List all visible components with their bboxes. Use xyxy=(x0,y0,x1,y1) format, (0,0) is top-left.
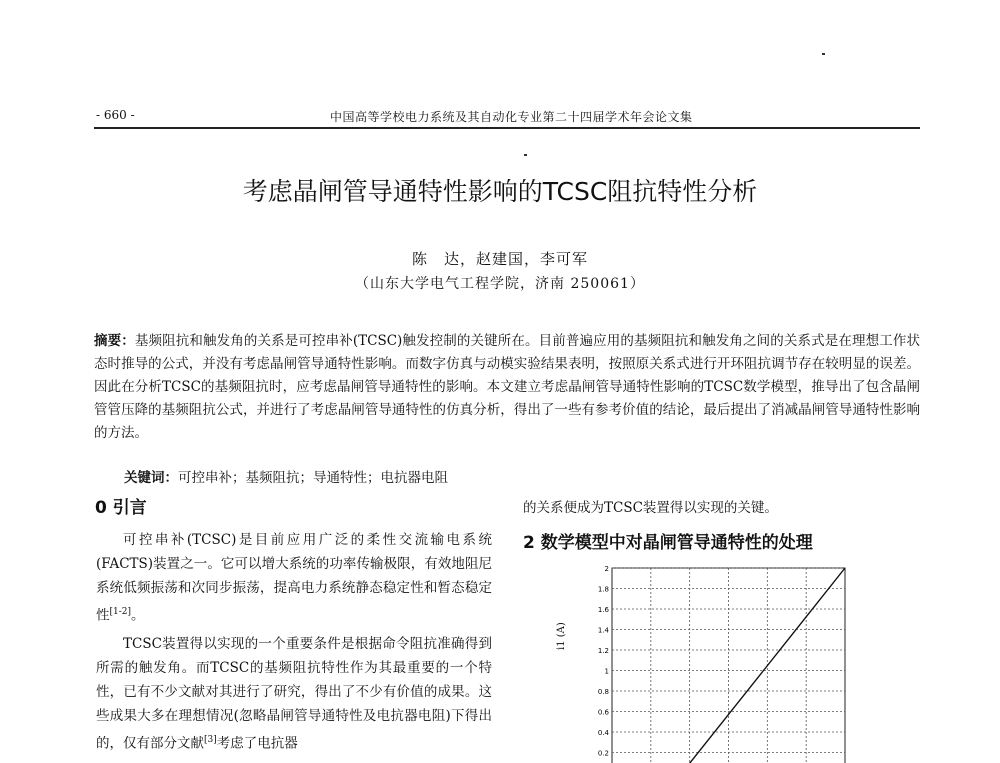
keywords-text: 可控串补；基频阻抗；导通特性；电抗器电阻 xyxy=(178,470,448,486)
keywords-label: 关键词： xyxy=(124,470,178,486)
chart-grid xyxy=(612,568,845,763)
authors: 陈 达，赵建国，李可军 xyxy=(411,250,588,268)
affiliation: （山东大学电气工程学院，济南 250061） xyxy=(355,276,645,292)
chart-y-tick-label: 1.4 xyxy=(597,626,609,635)
intro-p1-end: 。 xyxy=(131,607,145,624)
chart-y-tick-label: 1.6 xyxy=(597,606,609,614)
speck xyxy=(822,53,825,55)
intro-paragraph-1 xyxy=(96,528,492,628)
header-rule xyxy=(94,127,920,129)
speck xyxy=(524,154,527,156)
abstract-text: 基频阻抗和触发角的关系是可控串补(TCSC)触发控制的关键所在。目前普遍应用的基频阻抗和触发角之间的关系式是在理想工作状态时推导的公式，并没有考虑晶闸管导通特性影响。而数字仿真与动模实验结果表明，按照原关系式进行开环阻抗调节存在较明显的误差。因此在分析TCSC的基频阻抗时，应考虑晶闸管导通特性的影响。本文建立考虑晶闸管导通特性影响的TCSC数学模型，推导出了包含晶闸管管压降的基频阻抗公式，并进行了考虑晶闸管导通特性的仿真分析，得出了一些有参考价值的结论，最后提出了消减晶闸管导通特性影响的方法。 xyxy=(94,333,920,441)
paper-title: 考虑晶闸管导通特性影响的TCSC阻抗特性分析 xyxy=(242,177,758,206)
keywords xyxy=(124,466,448,486)
citation[interactable]: [1-2] xyxy=(109,607,132,617)
chart-y-ticks xyxy=(598,565,610,758)
chart-y-axis-label: i1 (A) xyxy=(556,622,567,650)
chart-y-tick-label: 1.2 xyxy=(597,647,609,655)
section-0-heading: 0 引言 xyxy=(95,498,147,518)
intro-p2-end: 考虑了电抗器 xyxy=(216,735,298,751)
intro-p1-text: 可控串补(TCSC)是目前应用广泛的柔性交流输电系统(FACTS)装置之一。它可以增大系统的功率传输极限，有效地阻尼系统低频振荡和次同步振荡，提高电力系统静态稳定性和暂态稳定性 xyxy=(96,532,492,624)
right-column-continuation: 的关系便成为TCSC装置得以实现的关键。 xyxy=(523,500,778,516)
left-column xyxy=(96,528,492,755)
chart-y-tick-label: 1 xyxy=(604,667,609,676)
abstract-label: 摘要： xyxy=(94,333,135,349)
chart-y-tick-label: 2 xyxy=(604,565,609,573)
chart-y-tick-label: 0.2 xyxy=(597,749,609,758)
abstract xyxy=(94,330,920,445)
journal-header: 中国高等学校电力系统及其自动化专业第二十四届学术年会论文集 xyxy=(330,110,693,124)
section-2-heading: 2 数学模型中对晶闸管导通特性的处理 xyxy=(523,533,813,553)
chart-line xyxy=(682,568,845,763)
intro-p2-text: TCSC装置得以实现的一个重要条件是根据命令阻抗准确得到所需的触发角。而TCSC的基频阻抗特性作为其最重要的一个特性，已有不少文献对其进行了研究，得出了不少有价值的成果。这些成果大多在理想情况(忽略晶闸管导通特性及电抗器电阻)下得出的，仅有部分文献 xyxy=(96,635,492,751)
chart-y-tick-label: 0.4 xyxy=(597,729,609,737)
waveform-chart xyxy=(560,558,850,763)
page-number: - 660 - xyxy=(96,108,135,122)
chart-y-tick-label: 1.8 xyxy=(597,585,609,594)
intro-paragraph-2 xyxy=(96,632,492,756)
citation[interactable]: [3] xyxy=(204,734,217,745)
chart-y-tick-label: 0.6 xyxy=(597,708,609,717)
chart-y-tick-label: 0.8 xyxy=(597,688,609,696)
